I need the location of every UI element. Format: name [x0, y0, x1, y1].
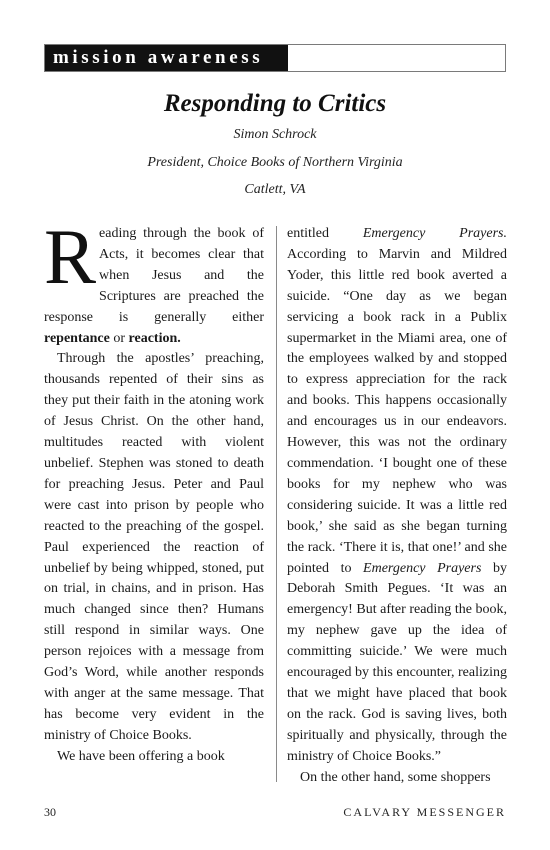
- section-label: mission awareness: [45, 45, 288, 71]
- book-title-1: Emergency Prayers.: [362, 226, 507, 241]
- article-title: Responding to Critics: [163, 90, 387, 117]
- paragraph-1: [44, 213, 264, 349]
- left-column: [44, 213, 264, 768]
- paragraph-4-a: entitled: [287, 226, 363, 241]
- author-role: President, Choice Books of Northern Virginia: [147, 155, 403, 170]
- magazine-name: CALVARY MESSENGER: [343, 805, 506, 819]
- book-title-2: Emergency Prayers: [363, 560, 482, 576]
- section-header-bar: [44, 44, 506, 72]
- paragraph-4: [287, 224, 507, 768]
- author-location: Catlett, VA: [244, 182, 306, 197]
- bold-reaction: reaction.: [128, 330, 181, 346]
- bold-repentance: repentance: [44, 330, 110, 346]
- author-name: Simon Schrock: [233, 127, 317, 142]
- paragraph-5: On the other hand, some shoppers: [300, 769, 491, 785]
- paragraph-3: We have been offering a book: [57, 748, 225, 764]
- drop-cap: R: [44, 213, 97, 300]
- paragraph-4-b: According to Marvin and Mildred Yoder, this little red book averted a suicide. “One day as we began servicing a book rack in a Publix supermarket in the Miami area, one of the employees walked by and stopped to express appreciation for the rack and books. This happens occasionally and encourages us in our endeavors. However, this was not the ordinary commendation. ‘I bought one of these books for my nephew who was considering suicide. It was a little red book,’ she said as she began turning the rack. ‘There it is, that one!’ and she pointed to: [287, 246, 507, 576]
- page-number: 30: [44, 805, 56, 819]
- column-divider: [276, 226, 277, 782]
- paragraph-2: Through the apostles’ preaching, thousands repented of their sins as they put their faith in the atoning work of Jesus Christ. On the other hand, multitudes reacted with violent unbelief. Stephen was stoned to death for preaching Jesus. Peter and Paul were cast into prison by people who reacted to the preaching of the gospel. Paul experienced the reaction of unbelief by being whipped, stoned, put on trial, in chains, and in prison. Has much changed since then? Humans still respond in similar ways. One person rejoices with a message from God’s Word, while another responds with anger at the same message. That has become very evident in the ministry of Choice Books.: [44, 351, 264, 743]
- paragraph-1-or: or: [109, 330, 129, 346]
- paragraph-1-text: eading through the book of Acts, it becomes clear that when Jesus and the Scriptures are preached the response is generally either: [44, 226, 264, 325]
- right-column: [287, 224, 507, 788]
- paragraph-4-c: by Deborah Smith Pegues. ‘It was an emergency! But after reading the book, my nephew gave up the idea of committing suicide.’ We were much encouraged by this encounter, realizing that we might have placed that book on the rack. God is saving lives, both spiritually and physically, through the ministry of Choice Books.”: [287, 560, 507, 764]
